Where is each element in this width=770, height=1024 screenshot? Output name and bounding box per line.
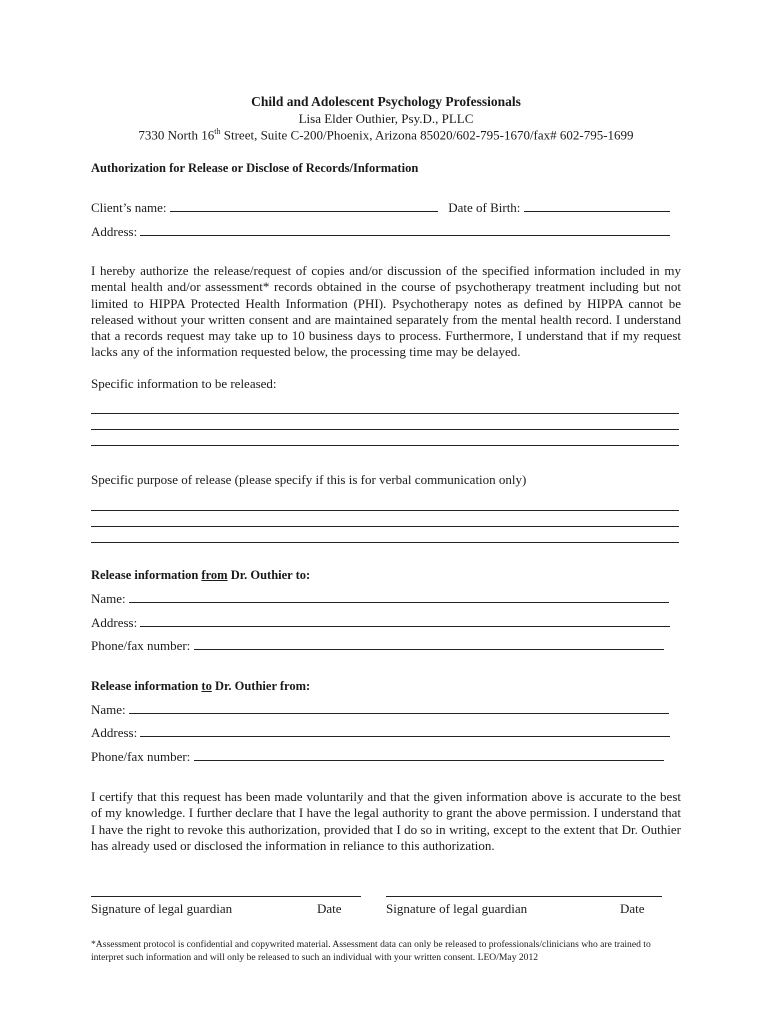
client-address-row	[91, 224, 670, 240]
address-superscript: th	[214, 127, 221, 136]
release-to-phone-field[interactable]	[194, 749, 664, 761]
client-address-field[interactable]	[140, 224, 670, 236]
release-to-phone-row	[91, 749, 664, 765]
specific-purpose-line-3[interactable]	[91, 542, 679, 543]
specific-info-line-2[interactable]	[91, 429, 679, 430]
footer-note: *Assessment protocol is confidential and copywrited material. Assessment data can only be released to professionals/clinicians who are trained to interpret such information and will only be released to such an individual with your written consent. LEO/May 2012	[91, 939, 651, 964]
release-to-address-row	[91, 725, 670, 741]
release-to-emphasis: to	[201, 679, 212, 693]
release-from-name-row	[91, 591, 669, 607]
release-to-phone-label: Phone/fax number:	[91, 749, 191, 764]
signature-line-2[interactable]	[386, 896, 662, 897]
release-from-address-label: Address:	[91, 615, 138, 630]
release-from-phone-field[interactable]	[194, 638, 664, 650]
practice-title: Child and Adolescent Psychology Professionals	[251, 94, 521, 109]
release-from-heading	[91, 568, 310, 583]
signature-date-label-2: Date	[620, 901, 645, 916]
release-to-pre: Release information	[91, 679, 202, 693]
address-part-1: 7330 North 16	[138, 127, 215, 143]
dob-field[interactable]	[524, 200, 670, 212]
signature-line-1[interactable]	[91, 896, 361, 897]
specific-info-label: Specific information to be released:	[91, 376, 277, 391]
release-to-name-label: Name:	[91, 702, 126, 717]
release-to-heading	[91, 679, 310, 694]
address-part-2: Street, Suite C-200/Phoenix, Arizona 85020/602-795-1670/fax# 602-795-1699	[220, 127, 634, 143]
specific-purpose-line-1[interactable]	[91, 510, 679, 511]
release-from-address-row	[91, 615, 670, 631]
client-address-label: Address:	[91, 224, 138, 239]
dob-label: Date of Birth:	[448, 200, 521, 215]
release-from-phone-row	[91, 638, 664, 654]
release-from-address-field[interactable]	[140, 615, 670, 627]
release-from-emphasis: from	[201, 568, 228, 582]
release-to-address-label: Address:	[91, 725, 138, 740]
release-to-address-field[interactable]	[140, 725, 670, 737]
client-name-row	[91, 200, 670, 216]
release-to-name-row	[91, 702, 669, 718]
form-heading: Authorization for Release or Disclose of Records/Information	[91, 161, 419, 175]
signature-label-1: Signature of legal guardian	[91, 901, 233, 916]
release-from-pre: Release information	[91, 568, 202, 582]
release-to-post: Dr. Outhier from:	[211, 679, 311, 693]
practice-address	[91, 127, 681, 143]
release-to-name-field[interactable]	[129, 702, 669, 714]
signature-date-label-1: Date	[317, 901, 342, 916]
release-from-phone-label: Phone/fax number:	[91, 638, 191, 653]
certify-paragraph: I certify that this request has been made voluntarily and that the given information above is accurate to the best of my knowledge. I further declare that I have the legal authority to grant the above permission. I understand that I have the right to revoke this authorization, provided that I do so in writing, except to the extent that Dr. Outhier has already used or disclosed the information in reliance to this authorization.	[91, 789, 681, 853]
specific-purpose-label: Specific purpose of release (please specify if this is for verbal communication only)	[91, 472, 527, 487]
client-name-field[interactable]	[170, 200, 438, 212]
client-name-label: Client’s name:	[91, 200, 167, 215]
specific-info-line-1[interactable]	[91, 413, 679, 414]
specific-info-line-3[interactable]	[91, 445, 679, 446]
specific-purpose-line-2[interactable]	[91, 526, 679, 527]
release-from-post: Dr. Outhier to:	[227, 568, 311, 582]
authorization-paragraph: I hereby authorize the release/request of copies and/or discussion of the specified information included in my mental health and/or assessment* records obtained in the course of psychotherapy treatment including but not limited to HIPPA Protected Health Information (PHI). Psychotherapy notes as defined by HIPPA cannot be released without your written consent and are maintained separately from the mental health record. I understand that a records request may take up to 10 business days to process. Furthermore, I understand that if my request lacks any of the information requested below, the processing time may be delayed.	[91, 263, 681, 360]
release-from-name-label: Name:	[91, 591, 126, 606]
signature-label-2: Signature of legal guardian	[386, 901, 528, 916]
practitioner-name: Lisa Elder Outhier, Psy.D., PLLC	[298, 111, 474, 126]
release-from-name-field[interactable]	[129, 591, 669, 603]
